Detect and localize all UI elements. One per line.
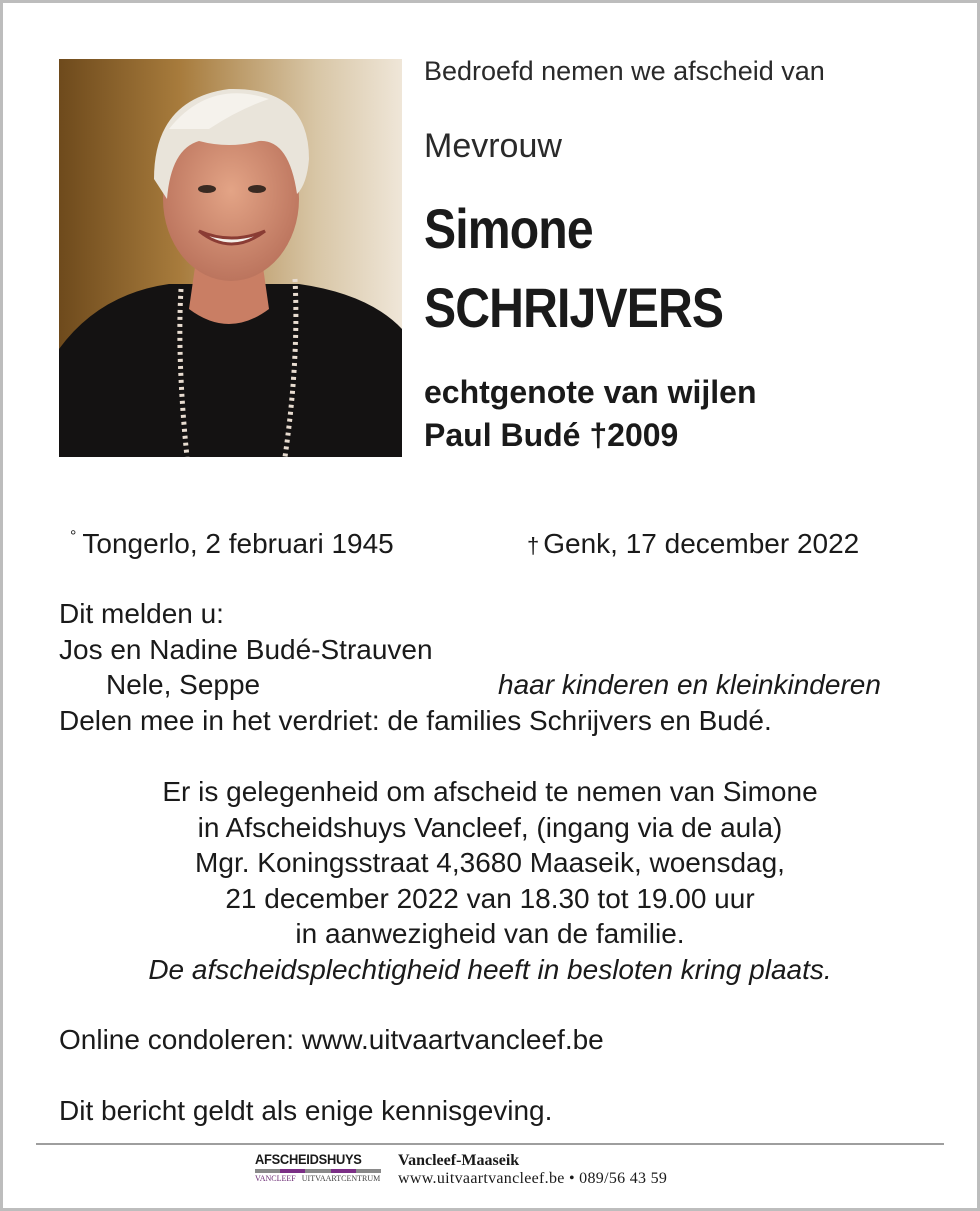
announcers-grandchildren: Nele, Seppe bbox=[106, 669, 261, 700]
cross-icon: † bbox=[527, 533, 540, 558]
logo-bar bbox=[255, 1169, 381, 1173]
farewell-line-4: 21 december 2022 van 18.30 tot 19.00 uur bbox=[225, 883, 755, 914]
honorific: Mevrouw bbox=[424, 127, 562, 165]
logo-subtitle bbox=[255, 1174, 381, 1183]
deceased-first-name: Simone bbox=[424, 197, 593, 260]
company-contact: www.uitvaartvancleef.be • 089/56 43 59 bbox=[398, 1170, 668, 1187]
footer-divider bbox=[36, 1143, 944, 1145]
intro-text: Bedroefd nemen we afscheid van bbox=[424, 56, 825, 86]
spouse-line-1: echtgenote van wijlen bbox=[424, 374, 757, 410]
announcers-intro: Dit melden u: bbox=[59, 598, 224, 629]
farewell-line-1: Er is gelegenheid om afscheid te nemen van Simone bbox=[162, 776, 818, 807]
logo-sub-left: VANCLEEF bbox=[255, 1174, 296, 1183]
birth-text: Tongerlo, 2 februari 1945 bbox=[82, 528, 394, 559]
spouse-line-2: Paul Budé †2009 bbox=[424, 417, 679, 453]
online-condolence: Online condoleren: www.uitvaartvancleef.be bbox=[59, 1024, 604, 1055]
portrait-photo bbox=[59, 59, 402, 457]
birth-symbol: ° bbox=[70, 528, 77, 545]
logo-sub-right: UITVAARTCENTRUM bbox=[301, 1174, 381, 1183]
death-info bbox=[527, 528, 859, 560]
announcers-children: Jos en Nadine Budé-Strauven bbox=[59, 634, 433, 665]
farewell-line-6: De afscheidsplechtigheid heeft in besloten kring plaats. bbox=[148, 954, 832, 985]
announcers-role: haar kinderen en kleinkinderen bbox=[498, 669, 881, 700]
announcers-families: Delen mee in het verdriet: de families Schrijvers en Budé. bbox=[59, 705, 772, 736]
farewell-line-3: Mgr. Koningsstraat 4,3680 Maaseik, woensdag, bbox=[195, 847, 785, 878]
farewell-line-2: in Afscheidshuys Vancleef, (ingang via de aula) bbox=[197, 812, 783, 843]
birth-info bbox=[70, 528, 394, 560]
deceased-last-name: SCHRIJVERS bbox=[424, 276, 724, 339]
death-text: Genk, 17 december 2022 bbox=[543, 528, 860, 559]
notice-text: Dit bericht geldt als enige kennisgeving. bbox=[59, 1095, 553, 1126]
funeral-home-logo bbox=[255, 1151, 381, 1191]
logo-text: AFSCHEIDSHUYS bbox=[255, 1151, 362, 1167]
farewell-line-5: in aanwezigheid van de familie. bbox=[295, 918, 685, 949]
company-name: Vancleef-Maaseik bbox=[398, 1152, 520, 1169]
